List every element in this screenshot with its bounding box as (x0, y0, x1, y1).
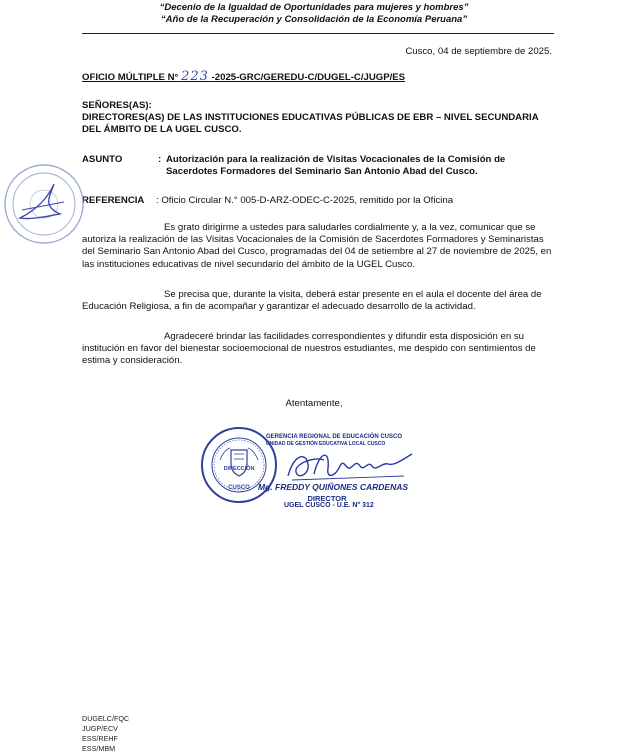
addressee-line-2: DEL ÁMBITO DE LA UGEL CUSCO. (82, 124, 242, 135)
paragraph-3 (82, 331, 554, 368)
handwritten-signature (284, 446, 416, 486)
header-divider (82, 33, 554, 34)
referencia-label: REFERENCIA (82, 195, 145, 206)
oficio-handwritten-number: 223 (181, 69, 209, 84)
seal-bottom-label: CUSCO (228, 485, 250, 491)
paragraph-1-line-3: del Seminario San Antonio Abad del Cusco, programadas del 04 de setiembre al 27 de noviembre de 2025, en (82, 246, 552, 258)
paragraph-1-line-1: Es grato dirigirme a ustedes para saludarles cordialmente y, a la vez, comunicar que se (164, 222, 536, 233)
footer-references (82, 714, 129, 754)
date-line: Cusco, 04 de septiembre de 2025. (405, 46, 552, 57)
addressee-line-1: DIRECTORES(AS) DE LAS INSTITUCIONES EDUCATIVAS PÚBLICAS DE EBR – NIVEL SECUNDARIA (82, 112, 539, 123)
paragraph-3-line-1: Agradeceré brindar las facilidades correspondientes y difundir esta disposición en su (164, 331, 524, 342)
paragraph-2-line-2: Educación Religiosa, a fin de acompañar y garantizar el adecuado desarrollo de la actividad. (82, 301, 476, 313)
paragraph-2-line-1: Se precisa que, durante la visita, deberá estar presente en el aula el docente del área de (164, 289, 542, 300)
oficio-prefix: OFICIO MÚLTIPLE N° (82, 72, 179, 83)
header-line-2: “Año de la Recuperación y Consolidación de la Economía Peruana” (160, 14, 468, 25)
footer-ref-3: ESS/REHF (82, 734, 118, 743)
paragraph-2 (82, 289, 554, 313)
footer-ref-4: ESS/MBM (82, 744, 116, 753)
referencia-text: : Oficio Circular N.° 005-D-ARZ-ODEC-C-2025, remitido por la Oficina (156, 195, 454, 206)
signature-block (200, 426, 420, 536)
header-line-1: “Decenio de la Igualdad de Oportunidades para mujeres y hombres” (159, 2, 469, 13)
oficio-suffix: -2025-GRC/GEREDU-C/DUGEL-C/JUGP/ES (211, 72, 406, 83)
asunto-line-1: Autorización para la realización de Visitas Vocacionales de la Comisión de (166, 154, 506, 165)
signatory-name: Mg. FREDDY QUIÑONES CARDENAS (258, 482, 409, 492)
stamp-line-1: GERENCIA REGIONAL DE EDUCACIÓN CUSCO (266, 434, 403, 440)
paragraph-3-line-3: estima y consideración. (82, 355, 183, 367)
addressee-label: SEÑORES(AS): (82, 100, 152, 111)
paragraph-1-line-4: las instituciones educativas de nivel secundario del ámbito de la UGEL Cusco. (82, 258, 415, 270)
footer-ref-1: DUGELC/FQC (82, 714, 130, 723)
closing-text: Atentamente, (285, 398, 343, 409)
side-seal-stamp (2, 162, 86, 246)
asunto-label: ASUNTO (82, 154, 123, 165)
signatory-title: DIRECTOR (307, 494, 347, 503)
paragraph-3-line-2: institución en favor del bienestar socioemocional de nuestros estudiantes, me despido con sentimientos de (82, 343, 536, 355)
seal-center-label: DIRECCIÓN (223, 466, 255, 472)
stamp-line-2: UNIDAD DE GESTIÓN EDUCATIVA LOCAL CUSCO (266, 441, 386, 447)
oficio-number (82, 71, 405, 84)
paragraph-1 (82, 222, 554, 271)
paragraph-1-line-2: autoriza la realización de las Visitas Vocacionales de la Comisión de Sacerdotes Formadores y Seminaristas (82, 234, 544, 246)
footer-ref-2: JUGP/ECV (82, 724, 118, 733)
asunto-colon: : (158, 154, 162, 165)
asunto-line-2: Sacerdotes Formadores del Seminario San Antonio Abad del Cusco. (166, 166, 478, 177)
signatory-unit: UGEL CUSCO - U.E. N° 312 (284, 502, 374, 509)
